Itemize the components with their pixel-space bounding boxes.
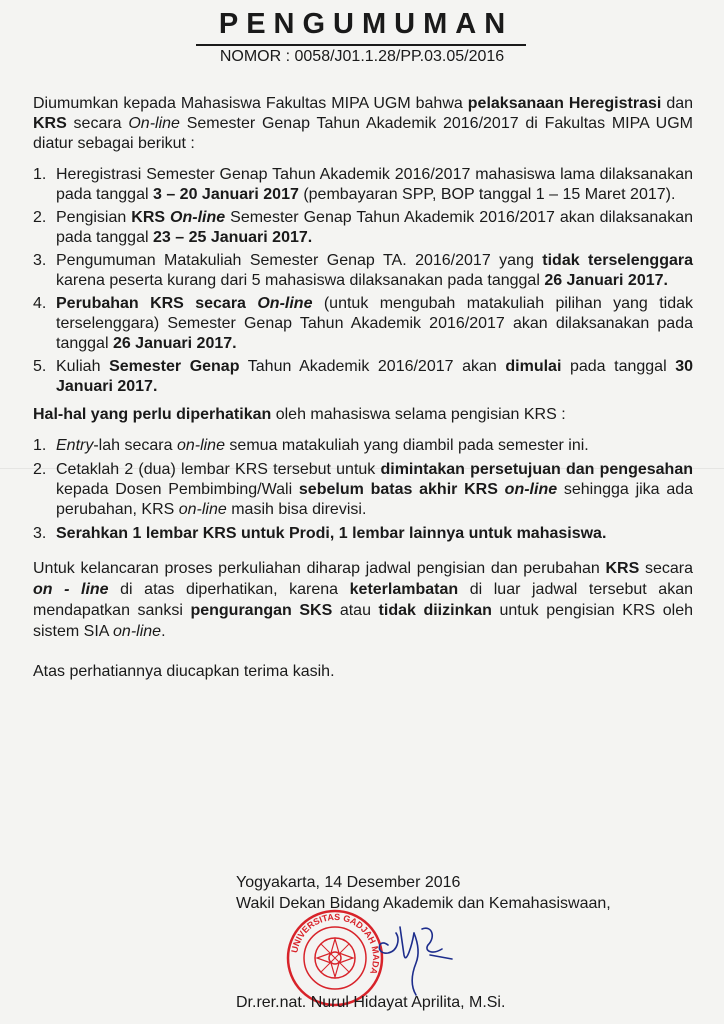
handwritten-signature-icon — [370, 915, 460, 1000]
list-item: 1. Heregistrasi Semester Genap Tahun Akademik 2016/2017 mahasiswa lama dilaksanakan pada tanggal 3 – 20 Januari 2017 (pembayaran SPP, BOP tanggal 1 – 15 Maret 2017). — [33, 166, 693, 203]
signer-name: Dr.rer.nat. Nurul Hidayat Aprilita, M.Si. — [236, 994, 506, 1011]
list-item: 4. Perubahan KRS secara On-line (untuk mengubah matakuliah pilihan yang tidak terselenggara) Semester Genap Tahun Akademik 2016/2017 akan dilaksanakan pada tanggal 26 Januari 2017. — [33, 295, 693, 352]
place-date: Yogyakarta, 14 Desember 2016 — [236, 874, 461, 891]
list-item: 3. Serahkan 1 lembar KRS untuk Prodi, 1 lembar lainnya untuk mahasiswa. — [33, 525, 607, 542]
announcement-body — [33, 94, 693, 682]
closing-paragraph: Untuk kelancaran proses perkuliahan diharap jadwal pengisian dan perubahan KRS secara on - line di atas diperhatikan, karena keterlambatan di luar jadwal tersebut akan mendapatkan sanksi pengurangan SKS atau tidak diizinkan untuk pengisian KRS oleh sistem SIA on-line. — [33, 560, 693, 640]
list-item: 2. Pengisian KRS On-line Semester Genap Tahun Akademik 2016/2017 akan dilaksanakan pada tanggal 23 – 25 Januari 2017. — [33, 209, 693, 246]
list-item: 5. Kuliah Semester Genap Tahun Akademik 2016/2017 akan dimulai pada tanggal 30 Januari 2017. — [33, 358, 694, 395]
title-underline — [196, 44, 526, 46]
stamp-text: UNIVERSITAS GADJAH MADA — [289, 911, 382, 976]
signer-position: Wakil Dekan Bidang Akademik dan Kemahasiswaan, — [236, 895, 611, 912]
thanks-line: Atas perhatiannya diucapkan terima kasih. — [33, 663, 335, 680]
svg-text:UNIVERSITAS GADJAH MADA — [289, 912, 381, 976]
notes-heading: Hal-hal yang perlu diperhatikan oleh mahasiswa selama pengisian KRS : — [33, 406, 566, 423]
page-title: PENGUMUMAN — [218, 8, 514, 40]
list-item: 3. Pengumuman Matakuliah Semester Genap TA. 2016/2017 yang tidak terselenggara karena peserta kurang dari 5 mahasiswa dilaksanakan pada tanggal 26 Januari 2017. — [33, 252, 693, 289]
schedule-list — [33, 165, 693, 397]
notes-list — [33, 436, 693, 544]
list-item: 2. Cetaklah 2 (dua) lembar KRS tersebut untuk dimintakan persetujuan dan pengesahan kepada Dosen Pembimbing/Wali sebelum batas akhir KRS on-line sehingga jika ada perubahan, KRS on-line masih bisa direvisi. — [33, 461, 694, 518]
document-number: NOMOR : 0058/J01.1.28/PP.03.05/2016 — [219, 48, 505, 65]
list-item: 1. Entry-lah secara on-line semua matakuliah yang diambil pada semester ini. — [33, 437, 589, 454]
intro-paragraph: Diumumkan kepada Mahasiswa Fakultas MIPA UGM bahwa pelaksanaan Heregistrasi dan KRS secara On-line Semester Genap Tahun Akademik 2016/2017 di Fakultas MIPA UGM diatur sebagai berikut : — [33, 95, 694, 152]
